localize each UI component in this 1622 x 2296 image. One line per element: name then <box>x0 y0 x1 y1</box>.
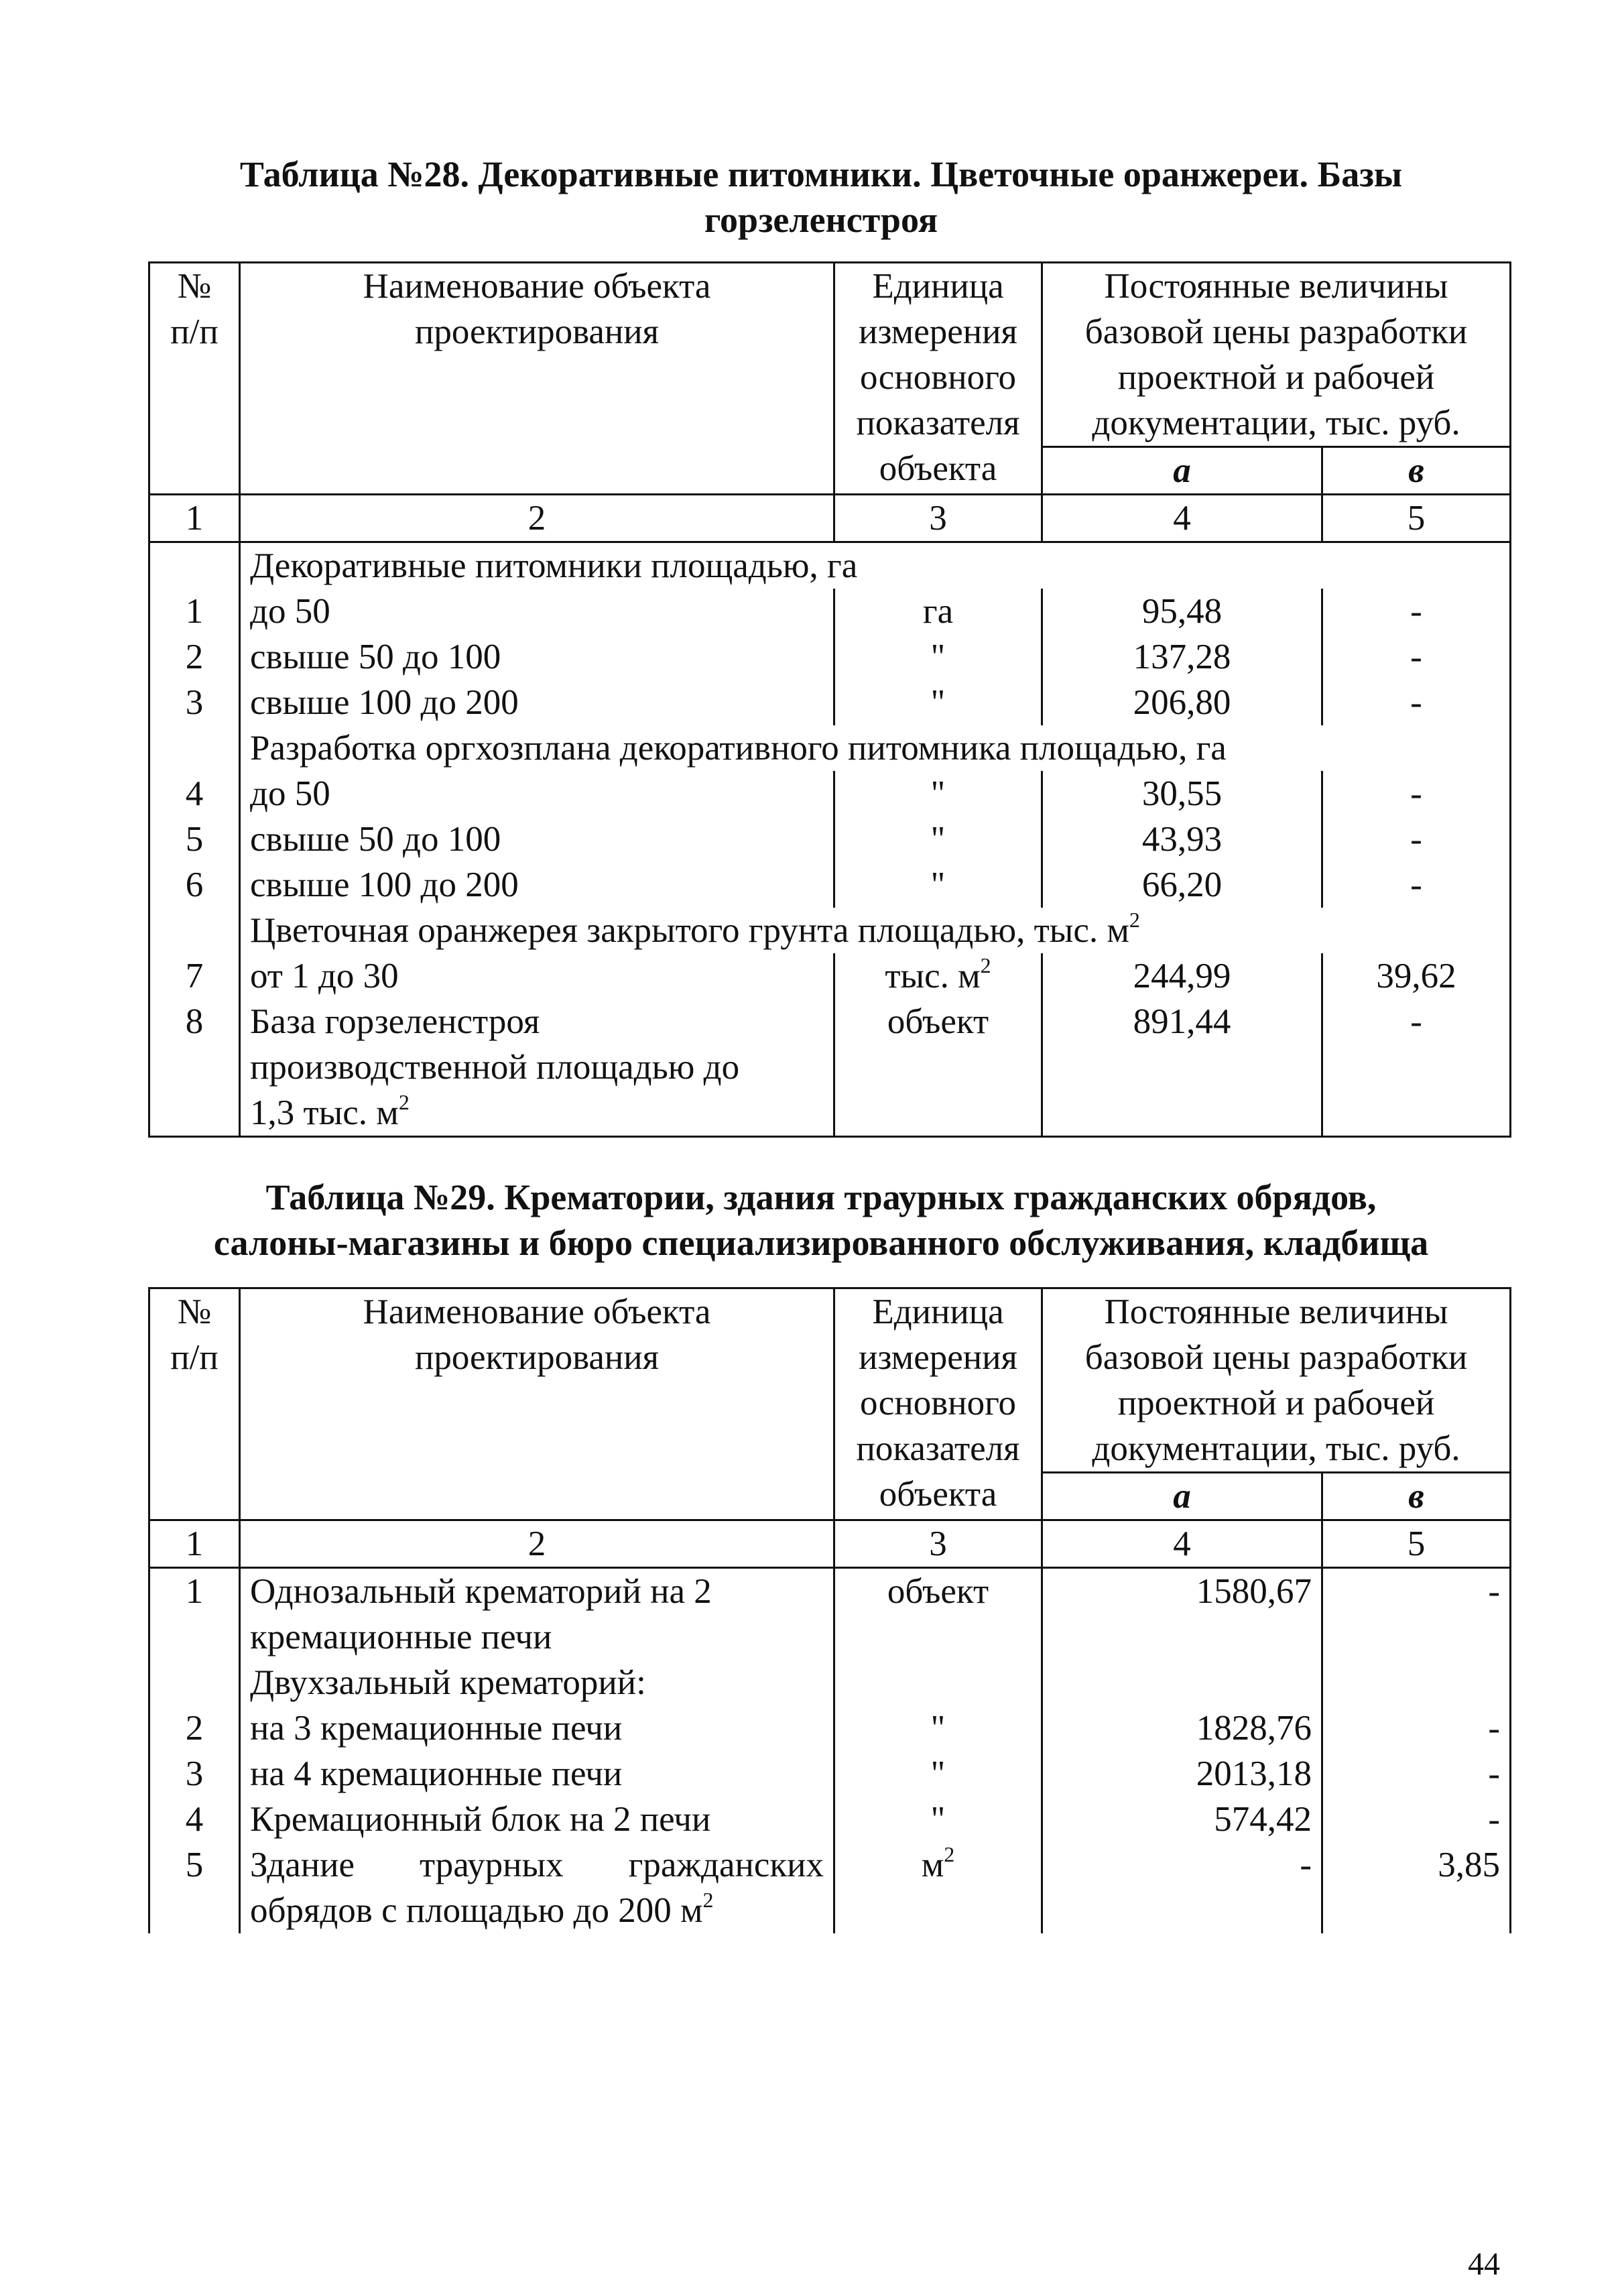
header-no-line-2: п/п <box>170 312 219 351</box>
table-row <box>149 953 1511 999</box>
row-number: 4 <box>149 1797 240 1842</box>
row-value-b: - <box>1322 862 1511 908</box>
row-unit: " <box>834 771 1042 817</box>
column-number-2: 2 <box>240 495 834 542</box>
header-unit-line-3: основного <box>859 1384 1016 1423</box>
row-value-a: 95,48 <box>1042 589 1322 634</box>
row-number: 5 <box>149 1842 240 1933</box>
page-number: 44 <box>1468 2246 1500 2282</box>
row-name <box>240 1842 834 1933</box>
row-unit-text: м <box>921 1846 944 1884</box>
header-name-line-2: проектирования <box>414 312 660 351</box>
column-number-2: 2 <box>240 1520 834 1568</box>
header-unit-line-5: объекта <box>879 449 997 488</box>
row-value-b: - <box>1322 999 1511 1137</box>
row-name-line-1: Здание траурных гражданских <box>250 1846 824 1884</box>
row-name <box>240 999 834 1137</box>
header-price <box>1042 1288 1511 1473</box>
row-value-b: - <box>1322 680 1511 725</box>
row-value-a: 43,93 <box>1042 817 1322 862</box>
header-price-line-2: базовой цены разработки <box>1084 312 1468 351</box>
row-name: свыше 50 до 100 <box>240 634 834 680</box>
row-value-b: - <box>1322 1705 1511 1751</box>
row-unit: объект <box>834 1568 1042 1660</box>
row-value-a: 1580,67 <box>1042 1568 1322 1660</box>
column-number-3: 3 <box>834 1520 1042 1568</box>
row-value-b: 3,85 <box>1322 1842 1511 1933</box>
header-name-line-1: Наименование объекта <box>363 267 711 306</box>
row-value-b: 39,62 <box>1322 953 1511 999</box>
table-row <box>149 999 1511 1137</box>
group-heading-text: Цветочная оранжерея закрытого грунта площадью, тыс. м <box>250 911 1129 950</box>
header-name <box>240 263 834 495</box>
column-number-3: 3 <box>834 495 1042 542</box>
header-price-line-1: Постоянные величины <box>1104 1292 1448 1331</box>
column-number-5: 5 <box>1322 495 1511 542</box>
row-value-b: - <box>1322 1751 1511 1797</box>
group-heading: Декоративные питомники площадью, га <box>240 542 1511 589</box>
row-name-line-1: Однозальный крематорий на 2 <box>250 1572 712 1611</box>
table-29-title-line-2: салоны-магазины и бюро специализированного обслуживания, кладбища <box>213 1223 1429 1263</box>
header-price-line-1: Постоянные величины <box>1104 267 1448 306</box>
row-value-a: 1828,76 <box>1042 1705 1322 1751</box>
row-value-a: 206,80 <box>1042 680 1322 725</box>
row-unit: " <box>834 1751 1042 1797</box>
row-unit: " <box>834 817 1042 862</box>
table-29-title-line-1: Таблица №29. Крематории, здания траурных гражданских обрядов, <box>265 1177 1377 1217</box>
table-row-group <box>149 542 1511 589</box>
header-name <box>240 1288 834 1520</box>
row-unit: " <box>834 1705 1042 1751</box>
table-28 <box>148 261 1511 1138</box>
table-29 <box>148 1287 1511 1933</box>
column-number-row <box>149 495 1511 542</box>
table-row-group <box>149 725 1511 771</box>
row-unit: " <box>834 680 1042 725</box>
group-heading: Разработка оргхозплана декоративного питомника площадью, га <box>240 725 1511 771</box>
row-value-a: 66,20 <box>1042 862 1322 908</box>
row-name-line-3 <box>250 1090 824 1136</box>
header-price-line-3: проектной и рабочей <box>1117 358 1435 397</box>
row-name: свыше 50 до 100 <box>240 817 834 862</box>
row-name: до 50 <box>240 771 834 817</box>
row-name: Кремационный блок на 2 печи <box>240 1797 834 1842</box>
column-number-row <box>149 1520 1511 1568</box>
table-row <box>149 589 1511 634</box>
row-unit-text: тыс. м <box>885 957 981 995</box>
row-unit: " <box>834 1797 1042 1842</box>
row-value-a: 30,55 <box>1042 771 1322 817</box>
group-heading: Двухзальный крематорий: <box>240 1660 834 1705</box>
header-price-line-4: документации, тыс. руб. <box>1092 1429 1460 1468</box>
row-value-a: 891,44 <box>1042 999 1322 1137</box>
header-unit <box>834 263 1042 495</box>
header-unit-line-4: показателя <box>856 404 1020 442</box>
row-value-a: 574,42 <box>1042 1797 1322 1842</box>
row-value-b: - <box>1322 771 1511 817</box>
column-number-5: 5 <box>1322 1520 1511 1568</box>
column-number-1: 1 <box>149 495 240 542</box>
table-28-title-line-2: горзеленстроя <box>704 200 938 240</box>
table-row-group <box>149 908 1511 953</box>
table-row <box>149 862 1511 908</box>
header-unit-line-5: объекта <box>879 1475 997 1514</box>
row-name: от 1 до 30 <box>240 953 834 999</box>
header-price <box>1042 263 1511 447</box>
row-number: 3 <box>149 1751 240 1797</box>
row-name: свыше 100 до 200 <box>240 680 834 725</box>
header-sub-a: а <box>1042 1473 1322 1520</box>
row-name: на 3 кремационные печи <box>240 1705 834 1751</box>
table-29-header-row <box>149 1288 1511 1473</box>
row-value-b: - <box>1322 1797 1511 1842</box>
header-no-line-1: № <box>177 267 212 306</box>
row-number: 3 <box>149 680 240 725</box>
table-28-title <box>154 152 1488 243</box>
header-no-line-1: № <box>177 1292 212 1331</box>
row-value-a: 2013,18 <box>1042 1751 1322 1797</box>
row-value-a: 244,99 <box>1042 953 1322 999</box>
row-value-b: - <box>1322 817 1511 862</box>
header-sub-b: в <box>1322 1473 1511 1520</box>
row-number: 7 <box>149 953 240 999</box>
row-unit: " <box>834 862 1042 908</box>
row-name-line-2-text: обрядов с площадью до 200 м <box>250 1891 703 1930</box>
table-row <box>149 817 1511 862</box>
row-unit-sup: 2 <box>944 1842 955 1866</box>
header-no <box>149 263 240 495</box>
row-name-line-2: кремационные печи <box>250 1618 552 1656</box>
row-unit: га <box>834 589 1042 634</box>
table-row <box>149 771 1511 817</box>
row-name-sup: 2 <box>702 1888 714 1912</box>
row-value-b: - <box>1322 589 1511 634</box>
group-heading <box>240 908 1511 953</box>
row-number: 2 <box>149 1705 240 1751</box>
column-number-1: 1 <box>149 1520 240 1568</box>
header-name-line-2: проектирования <box>414 1338 660 1377</box>
header-sub-a: а <box>1042 447 1322 495</box>
row-number: 1 <box>149 589 240 634</box>
table-row <box>149 1751 1511 1797</box>
row-number: 2 <box>149 634 240 680</box>
header-no-line-2: п/п <box>170 1338 219 1377</box>
row-unit: объект <box>834 999 1042 1137</box>
header-sub-b: в <box>1322 447 1511 495</box>
table-row <box>149 1705 1511 1751</box>
header-price-line-4: документации, тыс. руб. <box>1092 404 1460 442</box>
header-unit-line-1: Единица <box>872 1292 1004 1331</box>
row-name-line-2: производственной площадью до <box>250 1048 740 1087</box>
row-name-line-1: База горзеленстроя <box>250 1002 540 1041</box>
table-28-title-line-1: Таблица №28. Декоративные питомники. Цветочные оранжереи. Базы <box>239 154 1403 194</box>
header-price-line-2: базовой цены разработки <box>1084 1338 1468 1377</box>
row-number: 4 <box>149 771 240 817</box>
column-number-4: 4 <box>1042 1520 1322 1568</box>
header-unit <box>834 1288 1042 1520</box>
row-unit: " <box>834 634 1042 680</box>
row-name-line-2 <box>250 1888 824 1933</box>
table-row <box>149 1797 1511 1842</box>
row-unit-sup: 2 <box>980 953 991 977</box>
row-unit <box>834 1842 1042 1933</box>
table-row <box>149 1842 1511 1933</box>
header-unit-line-2: измерения <box>859 1338 1017 1377</box>
row-value-a: 137,28 <box>1042 634 1322 680</box>
header-name-line-1: Наименование объекта <box>363 1292 711 1331</box>
row-unit <box>834 953 1042 999</box>
table-row <box>149 634 1511 680</box>
row-name: до 50 <box>240 589 834 634</box>
row-name: на 4 кремационные печи <box>240 1751 834 1797</box>
row-number: 8 <box>149 999 240 1137</box>
table-28-header-row <box>149 263 1511 447</box>
column-number-4: 4 <box>1042 495 1322 542</box>
header-price-line-3: проектной и рабочей <box>1117 1384 1435 1423</box>
row-name: свыше 100 до 200 <box>240 862 834 908</box>
row-name <box>240 1568 834 1660</box>
row-number: 6 <box>149 862 240 908</box>
row-name-sup: 2 <box>398 1090 410 1114</box>
group-heading-sup: 2 <box>1129 908 1140 932</box>
row-value-a: - <box>1042 1842 1322 1933</box>
row-value-b: - <box>1322 1568 1511 1660</box>
row-number: 5 <box>149 817 240 862</box>
header-unit-line-3: основного <box>859 358 1016 397</box>
table-row-group <box>149 1660 1511 1705</box>
header-no <box>149 1288 240 1520</box>
row-name-line-3-text: 1,3 тыс. м <box>250 1093 399 1132</box>
header-unit-line-2: измерения <box>859 312 1017 351</box>
header-unit-line-1: Единица <box>872 267 1004 306</box>
row-number: 1 <box>149 1568 240 1660</box>
table-row <box>149 680 1511 725</box>
table-row <box>149 1568 1511 1660</box>
row-value-b: - <box>1322 634 1511 680</box>
header-unit-line-4: показателя <box>856 1429 1020 1468</box>
table-29-title <box>154 1174 1488 1266</box>
